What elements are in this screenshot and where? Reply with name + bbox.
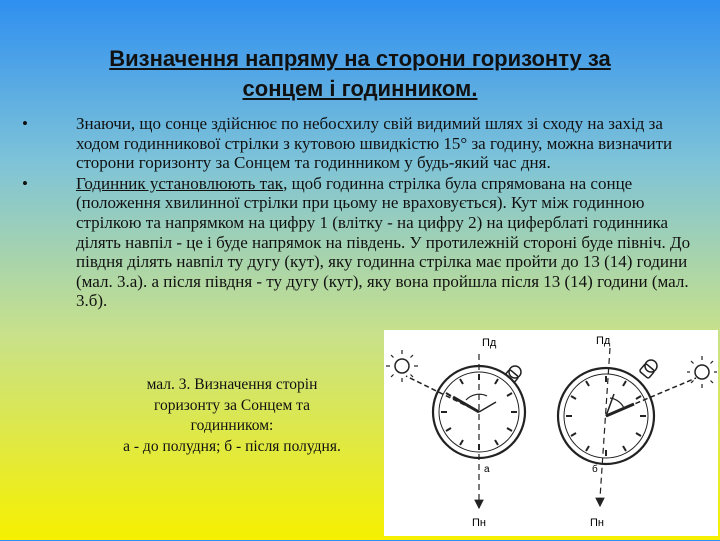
left-letter: а [484, 464, 490, 475]
right-bottom-label: Пн [590, 517, 604, 529]
figure-caption [96, 375, 368, 457]
right-top-label: Пд [596, 335, 611, 347]
left-bottom-label: Пн [472, 517, 486, 529]
clock-figure [384, 330, 718, 536]
bullet-underlined-phrase: Годинник установлюють так [76, 173, 284, 193]
clock-crown-icon [639, 360, 657, 379]
sun-icon [386, 350, 418, 382]
clock-diagram [384, 330, 718, 536]
right-clock [558, 335, 717, 529]
bullet-text-2: , щоб годинна стрілка була спрямована на сонце (положення хвилинної стрілки при цьому не враховується). Кут між годинною стрілкою та напрямком на цифру 1 (влітку - на цифру 2) на циферблаті годинника ділять навпіл - це і буде напрямок на південь. У протилежній стороні буде північ. До півдня ділять навпіл ту дугу (кут), яку годинна стрілка має пройти до 13 (14) години (мал. 3.а). а після півдня - ту дугу (кут), яку вона пройшла після 13 (14) години (мал. 3.б). [76, 173, 691, 311]
bullet-item-1 [22, 114, 694, 173]
sun-icon [687, 356, 717, 388]
caption-line-2: горизонту за Сонцем та [154, 396, 310, 414]
right-letter: б [592, 464, 598, 475]
bullet-marker: • [22, 173, 28, 193]
left-clock [386, 337, 525, 529]
left-top-label: Пд [482, 337, 497, 349]
caption-line-1: мал. 3. Визначення сторін [146, 376, 318, 393]
caption-line-4: а - до полудня; б - після полудня. [123, 437, 341, 455]
title-line-1: Визначення напряму на сторони горизонту за [109, 46, 611, 71]
bullet-marker: • [22, 114, 28, 133]
title-line-2: сонцем і годинником. [242, 76, 478, 101]
caption-line-3: годинником: [190, 417, 274, 434]
bullet-list [22, 114, 694, 312]
slide-title [60, 44, 660, 104]
bullet-item-2 [22, 174, 694, 311]
bullet-text-1: Знаючи, що сонце здійснює по небосхилу свій видимий шлях зі сходу на захід за ходом годинникової стрілки з кутовою швидкістю 15° за годину, можна визначити сторони горизонту за Сонцем та годинником у будь-який час дня. [76, 114, 673, 173]
